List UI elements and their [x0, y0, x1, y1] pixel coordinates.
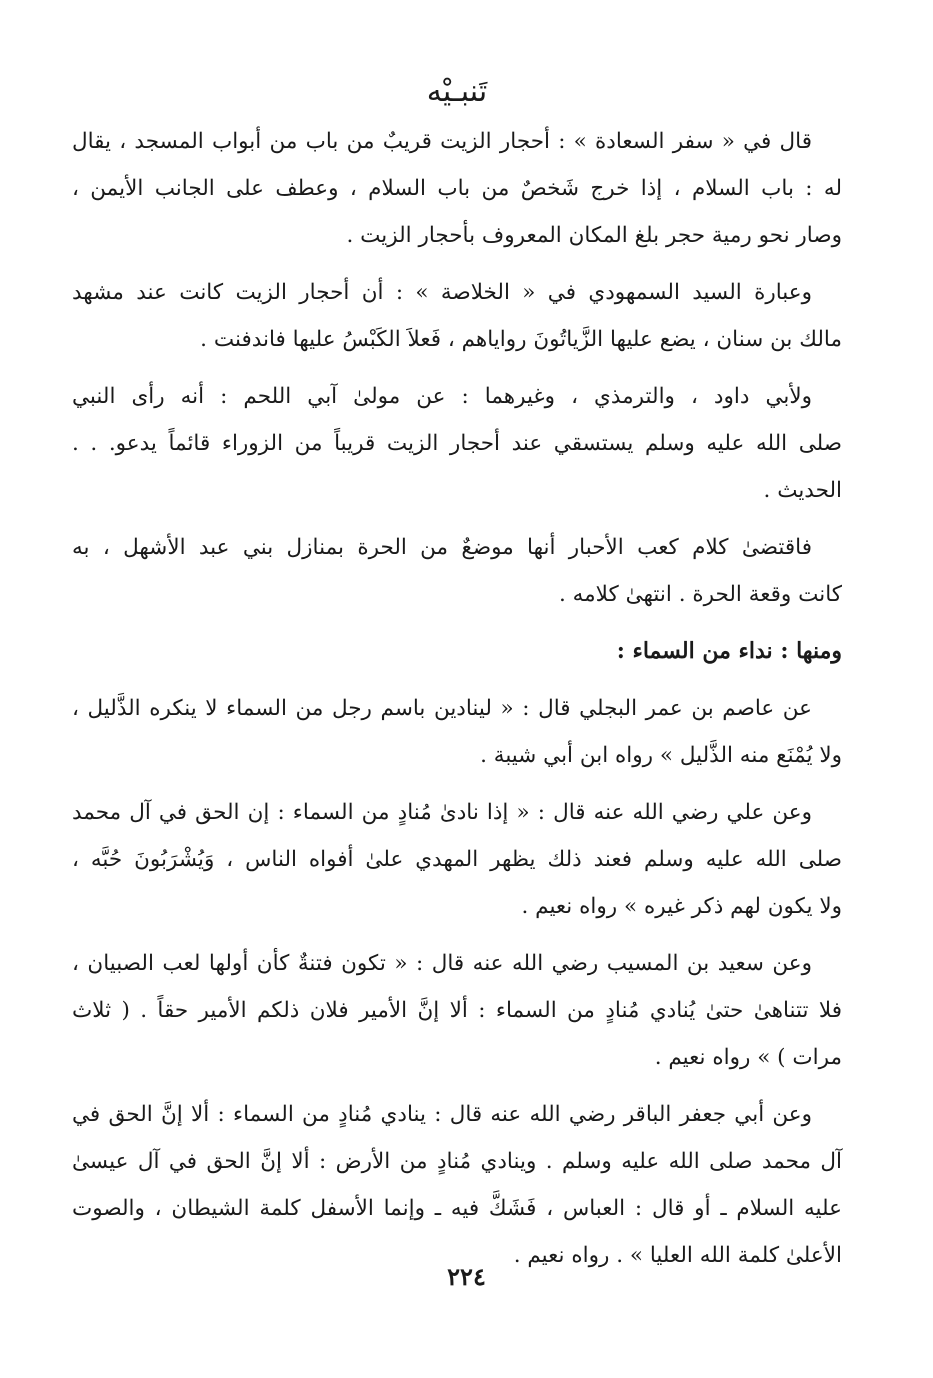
section-title: ومنها : نداء من السماء :	[616, 638, 842, 664]
paragraph-line: عليه السلام ـ أو قال : العباس ، فَشَكَّ فيه ـ وإنما الأسفل كلمة الشيطان ، والصوت	[72, 1196, 842, 1221]
paragraph-line: الأعلىٰ كلمة الله العليا » . رواه نعيم .	[513, 1243, 842, 1268]
paragraph-line: وصار نحو رمية حجر بلغ المكان المعروف بأحجار الزيت .	[346, 223, 842, 248]
paragraph-line: وعن أبي جعفر الباقر رضي الله عنه قال : ينادي مُنادٍ من السماء : ألا إنَّ الحق في	[72, 1102, 812, 1127]
paragraph-line: وعبارة السيد السمهودي في « الخلاصة » : أن أحجار الزيت كانت عند مشهد	[72, 280, 812, 305]
paragraph-line: له : باب السلام ، إذا خرج شَخصٌ من باب السلام ، وعطف على الجانب الأيمن ،	[72, 176, 842, 201]
paragraph-line: صلى الله عليه وسلم فعند ذلك يظهر المهدي علىٰ أفواه الناس ، وَيُشْرَبُونَ حُبَّه ،	[72, 847, 842, 872]
paragraph	[72, 940, 842, 1081]
paragraph-line: قال في « سفر السعادة » : أحجار الزيت قريبٌ من باب من أبواب المسجد ، يقال	[72, 129, 812, 154]
paragraph-line: صلى الله عليه وسلم يستسقي عند أحجار الزيت قريباً من الزوراء قائماً يدعو. . .	[72, 431, 842, 456]
text-block-2	[72, 685, 842, 1279]
paragraph	[72, 789, 842, 930]
paragraph	[72, 685, 842, 779]
paragraph-line: ولأبي داود ، والترمذي ، وغيرهما : عن مولىٰ آبي اللحم : أنه رأى النبي	[72, 384, 812, 409]
paragraph-line: ولا يُمْنَع منه الذَّليل » رواه ابن أبي شيبة .	[480, 743, 842, 768]
paragraph-line: مالك بن سنان ، يضع عليها الزَّياتُونَ رواياهم ، فَعلاَ الكَبْسُ عليها فاندفنت .	[200, 327, 842, 352]
page-heading: تَنبـيْه	[426, 74, 488, 109]
paragraph-line: الحديث .	[763, 478, 842, 503]
paragraph-line: وعن سعيد بن المسيب رضي الله عنه قال : « تكون فتنةٌ كأن أولها لعب الصبيان ،	[72, 951, 812, 976]
paragraph-line: فلا تتناهىٰ حتىٰ يُنادي مُنادٍ من السماء : ألا إنَّ الأمير فلان ذلكم الأمير حقاً . ( ثلاث	[72, 998, 842, 1023]
paragraph	[72, 118, 842, 259]
paragraph-line: كانت وقعة الحرة . انتهىٰ كلامه .	[558, 582, 842, 607]
text-block-1	[72, 118, 842, 618]
paragraph	[72, 373, 842, 514]
paragraph-line: عن عاصم بن عمر البجلي قال : « لينادين باسم رجل من السماء لا ينكره الذَّليل ،	[72, 696, 812, 721]
paragraph	[72, 1091, 842, 1279]
paragraph-line: مرات ) » رواه نعيم .	[654, 1045, 842, 1070]
paragraph-line: آل محمد صلى الله عليه وسلم . وينادي مُنادٍ من الأرض : ألا إنَّ الحق في آل عيسىٰ	[72, 1149, 842, 1174]
paragraph	[72, 524, 842, 618]
page-number: ٢٢٤	[447, 1262, 486, 1291]
paragraph	[72, 269, 842, 363]
paragraph-line: ولا يكون لهم ذكر غيره » رواه نعيم .	[521, 894, 842, 919]
paragraph-line: فاقتضىٰ كلام كعب الأحبار أنها موضعٌ من الحرة بمنازل بني عبد الأشهل ، به	[72, 535, 812, 560]
paragraph-line: وعن علي رضي الله عنه قال : « إذا نادىٰ مُنادٍ من السماء : إن الحق في آل محمد	[72, 800, 812, 825]
page-body	[72, 70, 842, 1330]
